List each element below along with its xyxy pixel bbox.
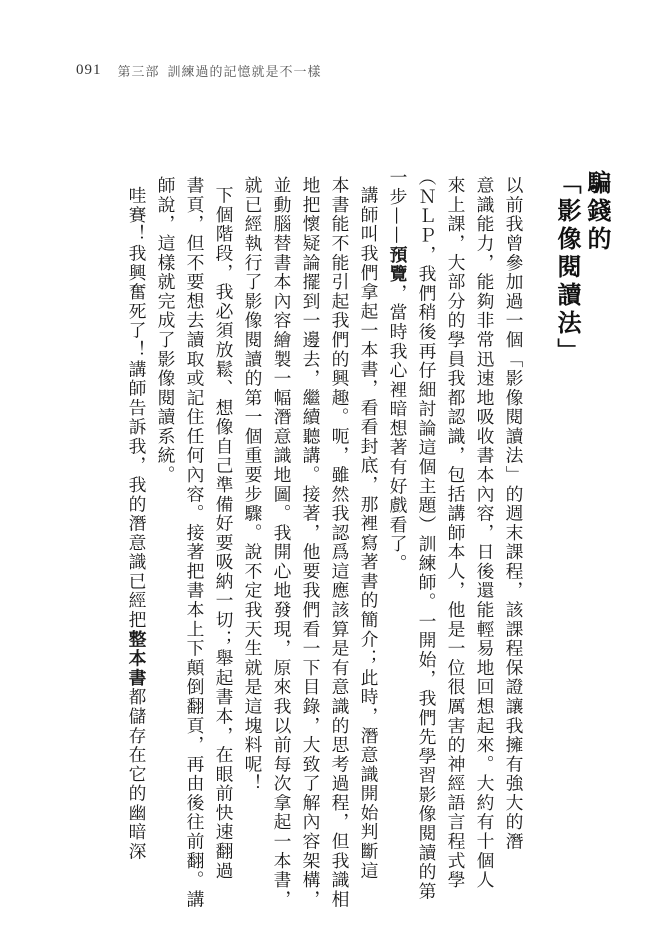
column-text: 師說，這樣就完成了影像閱讀系統。 (155, 176, 176, 485)
column-text: 講師叫我們拿起一本書，看看封底，那裡寫著書的簡介；此時，潛意識開始判斷這 (358, 186, 379, 881)
section-title (552, 170, 612, 366)
text-column-1 (500, 176, 527, 851)
part-label: 第三部 (117, 64, 160, 80)
text-column-12 (181, 176, 208, 909)
text-column-8 (297, 176, 324, 909)
section-title-line1: 騙錢的 (583, 170, 611, 254)
column-text: 哇賽！我興奮死了！講師告訴我，我的潛意識已經把 (126, 186, 147, 630)
column-text: ，當時我心裡暗想著有好戲看了。 (387, 283, 408, 574)
text-column-10 (239, 176, 266, 793)
bold-term-preview: 預覽 (387, 245, 408, 284)
text-column-3 (442, 176, 469, 890)
column-text: 都儲存在它的幽暗深 (126, 687, 147, 862)
column-text: 地把懷疑論擺到一邊去，繼續聽講。接著，他要我們看一下目錄，大致了解內容架構， (300, 176, 321, 910)
text-column-11 (210, 186, 237, 880)
text-column-9 (268, 176, 295, 909)
text-column-6 (355, 186, 382, 880)
column-text: 下個階段，我必須放鬆、想像自己準備好要吸納一切；舉起書本，在眼前快速翻過 (213, 186, 234, 881)
chapter-title: 訓練過的記憶就是不一樣 (167, 64, 322, 80)
text-column-2 (471, 176, 498, 890)
text-column-7 (326, 176, 353, 909)
text-column-4 (413, 168, 440, 901)
column-text: 一步—— (387, 168, 408, 246)
column-text: 並動腦替書本內容繪製一幅潛意識地圖。我開心地發現，原來我以前每次拿起一本書， (271, 176, 292, 910)
column-text: 意識能力，能夠非常迅速地吸收書本內容，日後還能輕易地回想起來。大約有十個人 (474, 176, 495, 890)
bold-term-whole-book: 整本書 (126, 629, 147, 688)
text-column-14 (123, 186, 150, 861)
page-number: 091 (76, 61, 102, 78)
text-column-13 (152, 176, 179, 485)
text-column-5 (384, 168, 411, 573)
column-text: 來上課，大部分的學員我都認識，包括講師本人，他是一位很厲害的神經語言程式學 (445, 176, 466, 890)
running-header (76, 58, 596, 82)
section-title-line2: 「影像閱讀法」 (553, 170, 581, 366)
column-text: 本書能不能引起我們的興趣。呃，雖然我認爲這應該算是有意識的思考過程，但我識相 (329, 176, 350, 910)
column-text: 以前我曾參加過一個「影像閱讀法」的週末課程，該課程保證讓我擁有強大的潛 (503, 176, 524, 852)
column-text: （ＮＬＰ，我們稍後再仔細討論這個主題）訓練師。一開始，我們先學習影像閱讀的第 (416, 168, 437, 902)
column-text: 書頁，但不要想去讀取或記住任何內容。接著把書本上下顛倒翻頁，再由後往前翻。講 (184, 176, 205, 910)
column-text: 就已經執行了影像閱讀的第一個重要步驟。說不定我天生就是這塊料呢！ (242, 176, 263, 794)
